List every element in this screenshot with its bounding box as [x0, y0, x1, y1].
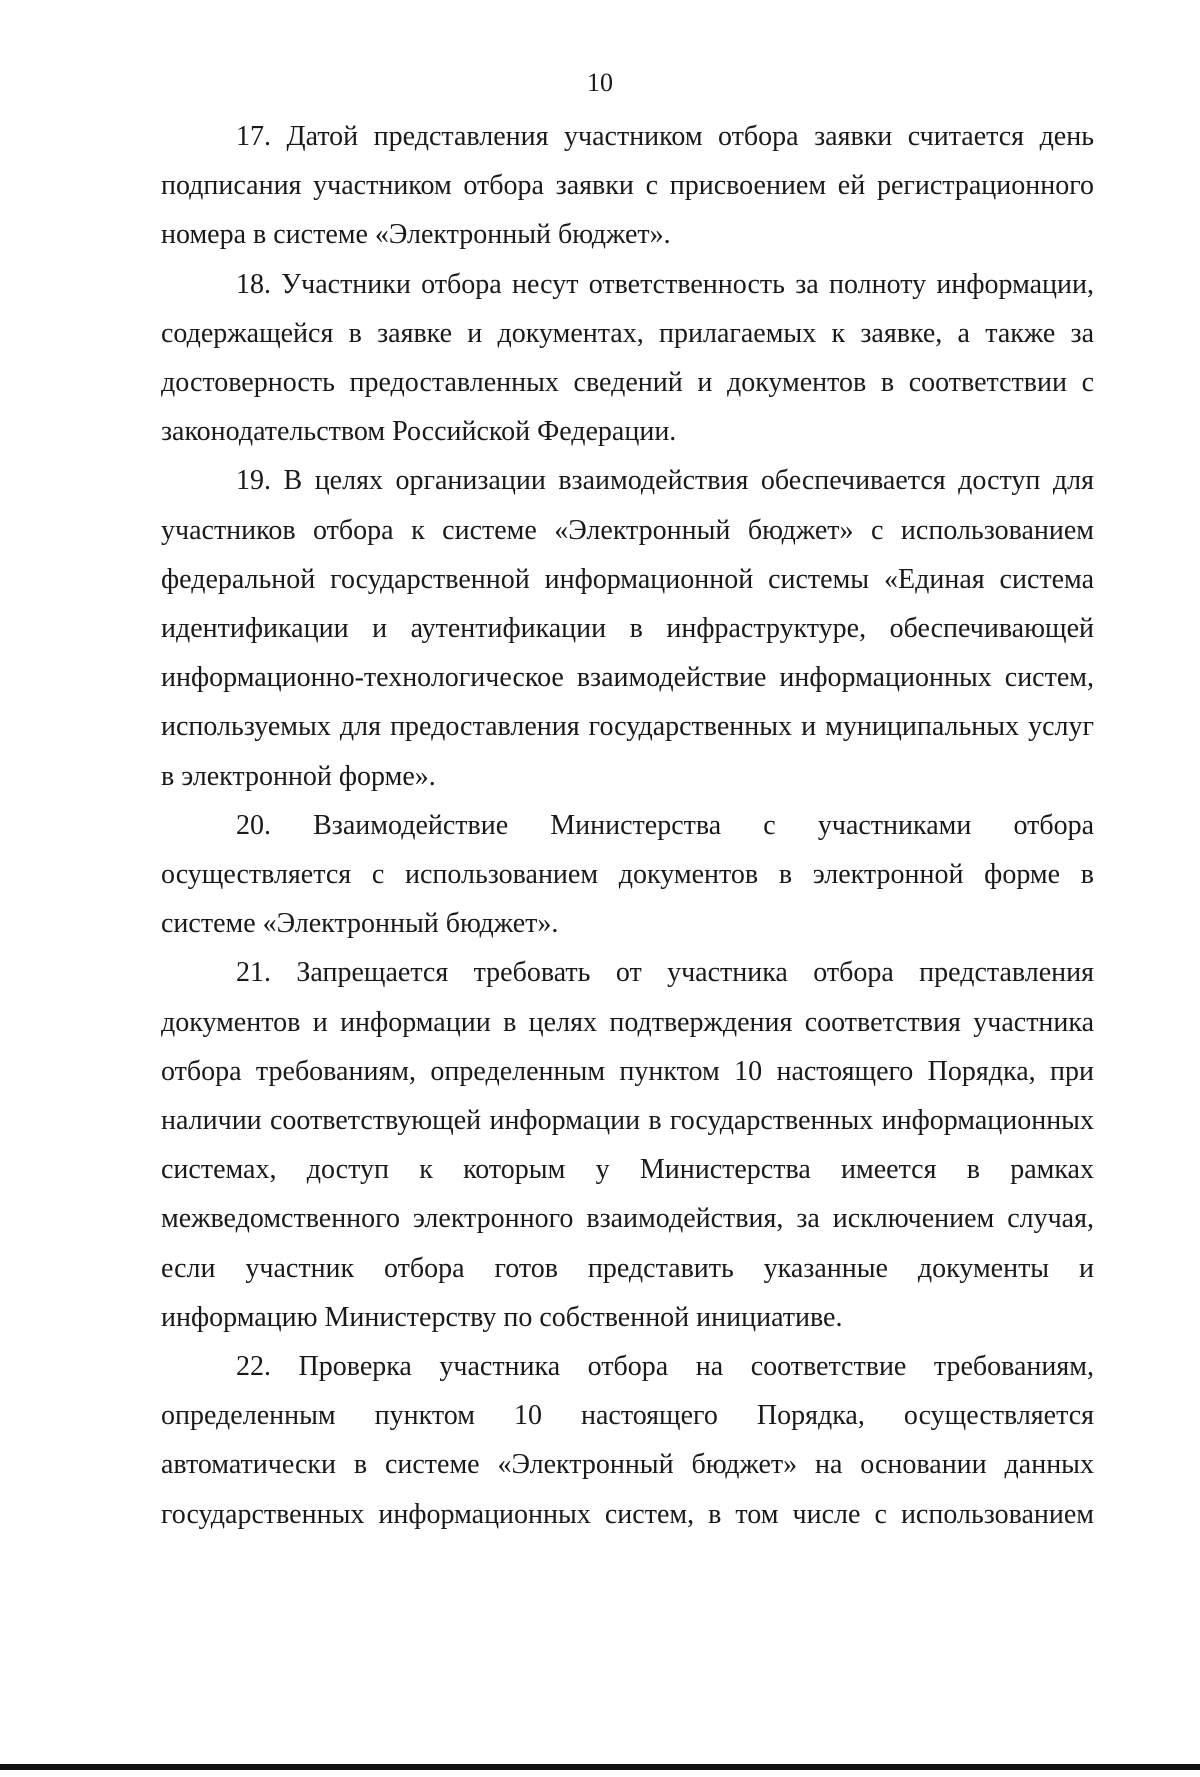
paragraph-18: 18. Участники отбора несут ответственность за полноту информации, содержащейся в заявке и документах, прилагаемых к заявке, а также за достоверность предоставленных сведений и документов в соответствии с законодательством Российской Федерации. — [161, 268, 1094, 448]
paragraph-22: 22. Проверка участника отбора на соответствие требованиям, определенным пунктом 10 настоящего Порядка, осуществляется автоматически в системе «Электронный бюджет» на основании данных государственных информационных систем, в том числе с использованием — [161, 1351, 1094, 1530]
page-number: 10 — [587, 68, 613, 97]
paragraph-20: 20. Взаимодействие Министерства с участниками отбора осуществляется с использованием документов в электронной форме в системе «Электронный бюджет». — [161, 809, 1094, 940]
paragraph-19: 19. В целях организации взаимодействия обеспечивается доступ для участников отбора к системе «Электронный бюджет» с использованием федеральной государственной информационной системы «Единая система идентификации и аутентификации в инфраструктуре, обеспечивающей информационно-технологическое взаимодействие информационных систем, используемых для предоставления государственных и муниципальных услуг в электронной форме». — [161, 465, 1094, 792]
paragraph-21: 21. Запрещается требовать от участника отбора представления документов и информации в целях подтверждения соответствия участника отбора требованиям, определенным пунктом 10 настоящего Порядка, при наличии соответствующей информации в государственных информационных системах, доступ к которым у Министерства имеется в рамках межведомственного электронного взаимодействия, за исключением случая, если участник отбора готов представить указанные документы и информацию Министерству по собственной инициативе. — [161, 957, 1094, 1333]
document-body — [161, 112, 1094, 1539]
paragraph-17: 17. Датой представления участником отбора заявки считается день подписания участником отбора заявки с присвоением ей регистрационного номера в системе «Электронный бюджет». — [161, 121, 1094, 251]
scan-bottom-edge — [0, 1764, 1200, 1770]
